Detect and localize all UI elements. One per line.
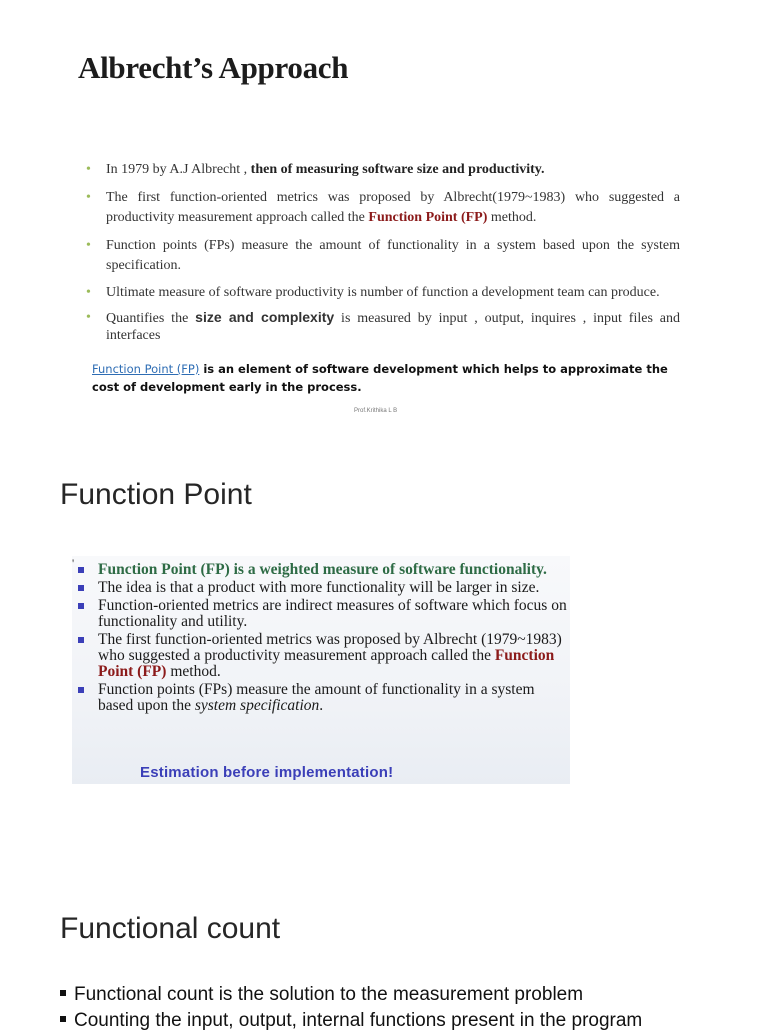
slide-function-point bbox=[0, 462, 768, 882]
list-item: • Function points (FPs) measure the amount of functionality in a system based upon the system specification. bbox=[86, 238, 680, 273]
list-item: • The first function-oriented metrics was proposed by Albrecht(1979~1983) who suggested a productivity measurement approach called the Function Point (FP) method. bbox=[86, 190, 680, 225]
note: Function Point (FP) is an element of software development which helps to approximate the cost of development early in the process. bbox=[92, 362, 668, 394]
list-item: • In 1979 by A.J Albrecht , then of measuring software size and productivity. bbox=[86, 160, 680, 180]
bullet-icon: • bbox=[86, 162, 91, 177]
bullet-icon: • bbox=[86, 238, 91, 253]
list-item: Counting the input, output, internal functions present in the program bbox=[60, 1008, 760, 1034]
square-bullet-icon bbox=[78, 603, 84, 609]
function-point-link[interactable]: Function Point (FP) bbox=[92, 362, 200, 376]
list-item: Function points (FPs) measure the amount of functionality in a system based upon the system specification. bbox=[78, 682, 568, 714]
list-item: Function Point (FP) is a weighted measure of software functionality. bbox=[78, 562, 568, 578]
square-bullet-icon bbox=[78, 585, 84, 591]
list-item: • Quantifies the size and complexity is measured by input , output, inquires , input files and interfaces bbox=[86, 309, 680, 343]
slide-title: Function Point bbox=[60, 478, 252, 511]
bullet-list bbox=[86, 160, 680, 352]
list-item: The first function-oriented metrics was proposed by Albrecht (1979~1983) who suggested a productivity measurement approach called the Function Point (FP) method. bbox=[78, 632, 568, 680]
list-item: Function-oriented metrics are indirect measures of software which focus on functionality and utility. bbox=[78, 598, 568, 630]
bullet-list bbox=[78, 562, 568, 716]
bullet-icon: • bbox=[86, 285, 91, 300]
bullet-list bbox=[60, 982, 760, 1034]
list-item: The idea is that a product with more functionality will be larger in size. bbox=[78, 580, 568, 596]
square-bullet-icon bbox=[60, 1016, 66, 1022]
square-bullet-icon bbox=[78, 637, 84, 643]
bullet-icon: • bbox=[86, 310, 91, 325]
banner-text: Estimation before implementation! bbox=[140, 764, 394, 781]
slide-functional-count bbox=[0, 898, 768, 1031]
slide-albrechts-approach bbox=[0, 0, 768, 440]
slide-title: Functional count bbox=[60, 912, 281, 945]
list-item: • Ultimate measure of software productivity is number of function a development team can produce. bbox=[86, 285, 660, 300]
square-bullet-icon bbox=[78, 567, 84, 573]
square-bullet-icon bbox=[78, 687, 84, 693]
list-item: Functional count is the solution to the measurement problem bbox=[60, 982, 760, 1008]
bullet-icon: • bbox=[86, 190, 91, 205]
tick-mark: ' bbox=[72, 556, 75, 570]
slide-footer: Prof.Krithika L B bbox=[354, 408, 398, 414]
square-bullet-icon bbox=[60, 990, 66, 996]
slide-title: Albrecht’s Approach bbox=[78, 50, 349, 85]
